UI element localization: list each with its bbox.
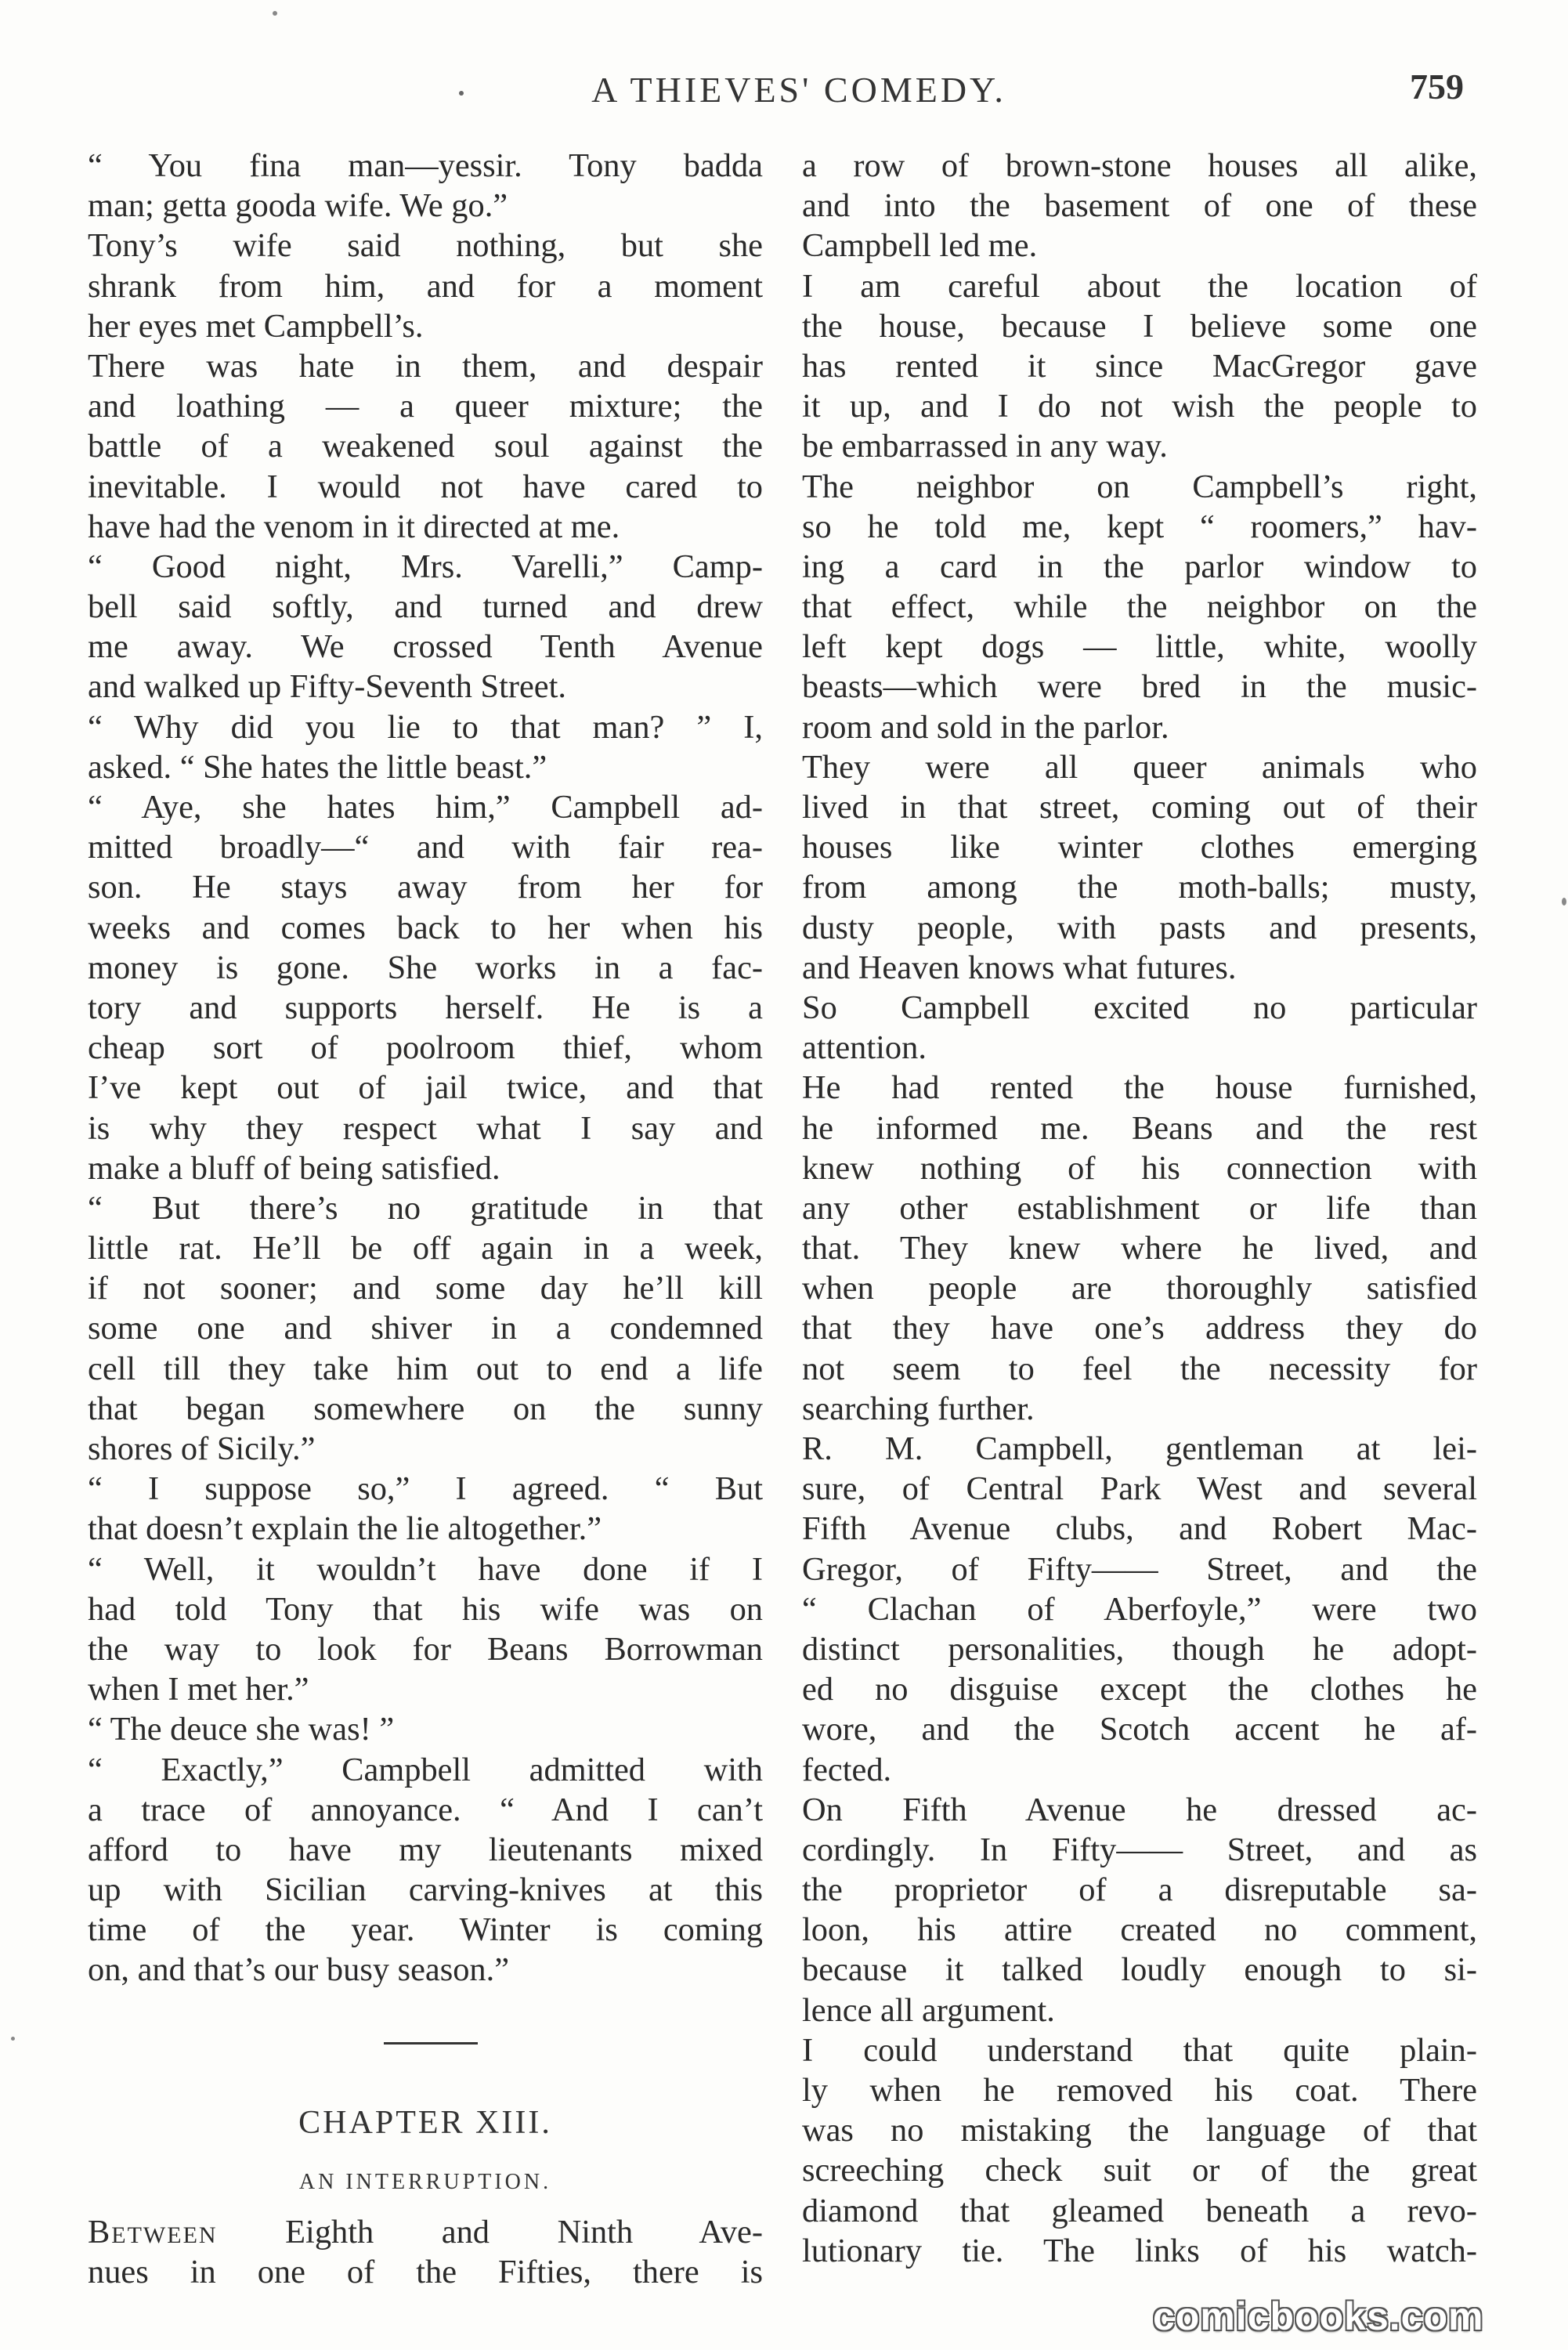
spacer [88,1990,763,2022]
text-line: time of the year. Winter is coming [88,1911,763,1949]
text-fragment: Eighth and Ninth Ave- [217,2213,763,2251]
text-line: and into the basement of one of these [802,187,1477,225]
text-line: attention. [802,1029,927,1067]
text-line: battle of a weakened soul against the [88,428,763,465]
text-line: screeching check suit or of the great [802,2152,1477,2189]
text-line: cordingly. In Fifty—— Street, and as [802,1831,1477,1868]
text-line: “ The deuce she was! ” [88,1711,395,1748]
text-line: when people are thoroughly satisfied [802,1270,1477,1307]
text-line: The neighbor on Campbell’s right, [802,468,1477,505]
text-line: “ Why did you lie to that man? ” I, [88,708,763,746]
text-line: ing a card in the parlor window to [802,548,1477,585]
text-line: be embarrassed in any way. [802,428,1168,465]
text-line: it up, and I do not wish the people to [802,388,1477,425]
text-line: nues in one of the Fifties, there is [88,2254,763,2290]
spacer [88,2062,763,2093]
text-line: houses like winter clothes emerging [802,829,1477,866]
text-line: bell said softly, and turned and drew [88,588,763,626]
right-column [802,146,1477,2271]
text-line: not seem to feel the necessity for [802,1350,1477,1387]
text-line: distinct personalities, though he adopt- [802,1630,1477,1668]
text-line: asked. “ She hates the little beast.” [88,748,547,786]
chapter-title: CHAPTER XIII. [298,2104,552,2141]
text-line: So Campbell excited no particular [802,989,1477,1026]
text-line: was no mistaking the language of that [802,2112,1477,2149]
text-line: “ You fina man—yessir. Tony badda [88,147,763,184]
text-line: sure, of Central Park West and several [802,1470,1477,1508]
text-line: I am careful about the location of [802,267,1477,305]
text-line: is why they respect what I say and [88,1109,763,1147]
text-line: a trace of annoyance. “ And I can’t [88,1791,763,1828]
paper-speck [11,2037,15,2041]
text-line: ed no disguise except the clothes he [802,1671,1477,1708]
text-line: beasts—which were bred in the music- [802,668,1477,706]
text-line: has rented it since MacGregor gave [802,347,1477,385]
text-line [88,2212,763,2252]
text-line: money is gone. She works in a fac- [88,949,763,986]
running-head [0,69,1568,116]
text-line: Campbell led me. [802,227,1038,265]
text-line: He had rented the house furnished, [802,1069,1477,1107]
text-line: mitted broadly—“ and with fair rea- [88,829,763,866]
text-line: the house, because I believe some one [802,307,1477,345]
text-line: “ Good night, Mrs. Varelli,” Camp- [88,548,763,585]
text-line: “ Well, it wouldn’t have done if I [88,1550,763,1588]
text-line: Gregor, of Fifty—— Street, and the [802,1550,1477,1588]
text-line: make a bluff of being satisfied. [88,1149,500,1187]
text-line: “ Aye, she hates him,” Campbell ad- [88,789,763,826]
chapter-subtitle: AN INTERRUPTION. [298,2169,552,2194]
text-line: Fifth Avenue clubs, and Robert Mac- [802,1510,1477,1548]
text-line: shrank from him, and for a moment [88,267,763,305]
text-line: the proprietor of a disreputable sa- [802,1871,1477,1909]
text-line: searching further. [802,1390,1035,1427]
text-line: inevitable. I would not have cared to [88,468,763,505]
left-column [88,146,763,2292]
text-line: They were all queer animals who [802,748,1477,786]
text-line: I could understand that quite plain- [802,2031,1477,2069]
text-line: ly when he removed his coat. There [802,2072,1477,2109]
text-line: when I met her.” [88,1671,309,1708]
text-line: wore, and the Scotch accent he af- [802,1711,1477,1748]
text-line: cheap sort of poolroom thief, whom [88,1029,763,1067]
text-line: afford to have my lieutenants mixed [88,1831,763,1868]
text-line: and walked up Fifty-Seventh Street. [88,668,567,706]
text-line: Tony’s wife said nothing, but she [88,227,763,265]
text-line: up with Sicilian carving-knives at this [88,1871,763,1909]
text-line: “ Exactly,” Campbell admitted with [88,1751,763,1788]
text-line: R. M. Campbell, gentleman at lei- [802,1430,1477,1467]
text-line: he informed me. Beans and the rest [802,1109,1477,1147]
text-line: “ Clachan of Aberfoyle,” were two [802,1590,1477,1628]
text-line: that effect, while the neighbor on the [802,588,1477,626]
text-line: little rat. He’ll be off again in a week, [88,1230,763,1267]
text-line: because it talked loudly enough to si- [802,1951,1477,1989]
text-line: diamond that gleamed beneath a revo- [802,2192,1477,2229]
text-line: so he told me, kept “ roomers,” hav- [802,508,1477,545]
text-line: on, and that’s our busy season.” [88,1951,510,1989]
text-line: lence all argument. [802,1991,1055,2029]
text-line: son. He stays away from her for [88,869,763,906]
right-column-text [802,146,1477,2271]
ornament-dot [459,91,464,96]
running-title: A THIEVES' COMEDY. [591,70,1006,110]
text-line: “ But there’s no gratitude in that [88,1189,763,1227]
text-line: shores of Sicily.” [88,1430,316,1467]
text-line: lutionary tie. The links of his watch- [802,2232,1477,2269]
text-line: I’ve kept out of jail twice, and that [88,1069,763,1107]
text-line: lived in that street, coming out of their [802,789,1477,826]
text-line: room and sold in the parlor. [802,708,1169,746]
watermark: comicbooks.com [1153,2294,1484,2338]
text-line: loon, his attire created no comment, [802,1911,1477,1949]
text-line: any other establishment or life than [802,1189,1477,1227]
page-number: 759 [1410,67,1464,107]
text-line: that began somewhere on the sunny [88,1390,763,1427]
text-line: from among the moth-balls; musty, [802,869,1477,906]
text-line: man; getta gooda wife. We go.” [88,187,508,225]
text-line: her eyes met Campbell’s. [88,307,424,345]
left-column-text [88,146,763,1990]
text-line: fected. [802,1751,892,1788]
text-line: that they have one’s address they do [802,1310,1477,1347]
text-line: cell till they take him out to end a life [88,1350,763,1387]
text-line: that doesn’t explain the lie altogether.” [88,1510,602,1548]
text-line: knew nothing of his connection with [802,1149,1477,1187]
text-line: some one and shiver in a condemned [88,1310,763,1347]
text-line: left kept dogs — little, white, woolly [802,628,1477,666]
text-line: that. They knew where he lived, and [802,1230,1477,1267]
text-line: if not sooner; and some day he’ll kill [88,1270,763,1307]
text-line: dusty people, with pasts and presents, [802,909,1477,946]
text-line: a row of brown-stone houses all alike, [802,147,1477,184]
text-line: and loathing — a queer mixture; the [88,388,763,425]
text-line: There was hate in them, and despair [88,347,763,385]
text-line: tory and supports herself. He is a [88,989,763,1026]
text-line: “ I suppose so,” I agreed. “ But [88,1470,763,1508]
text-line: the way to look for Beans Borrowman [88,1630,763,1668]
lead-word: Between [88,2213,218,2251]
paper-speck [273,11,277,16]
text-line: had told Tony that his wife was on [88,1590,763,1628]
text-line: me away. We crossed Tenth Avenue [88,628,763,666]
text-line: On Fifth Avenue he dressed ac- [802,1791,1477,1828]
paper-speck [1562,898,1566,906]
section-divider [88,2022,763,2062]
text-line: and Heaven knows what futures. [802,949,1237,986]
text-line: weeks and comes back to her when his [88,909,763,946]
text-line: have had the venom in it directed at me. [88,508,620,545]
